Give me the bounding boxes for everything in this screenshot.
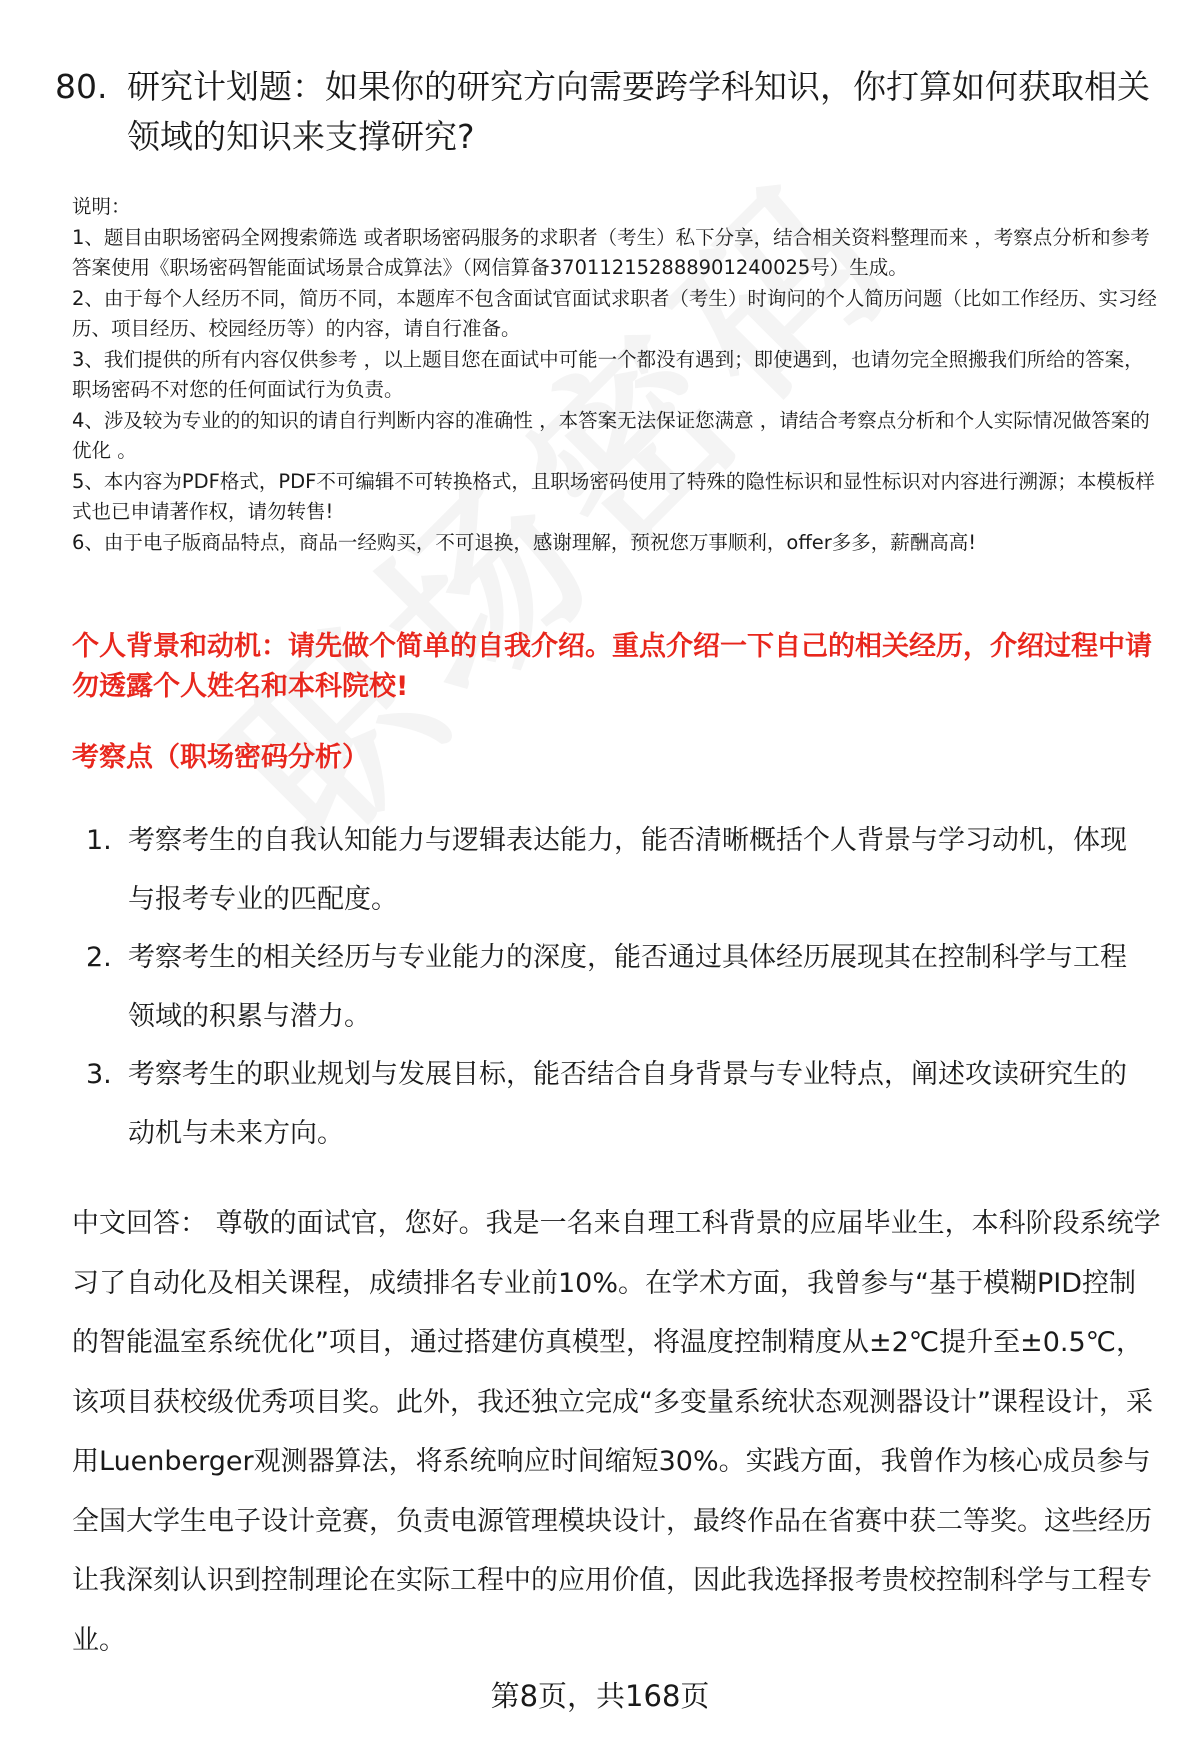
question-title [55, 62, 1155, 162]
list-text: 考察考生的自我认知能力与逻辑表达能力，能否清晰概括个人背景与学习动机，体现与报考专业的匹配度。 [128, 825, 1127, 915]
list-item [72, 812, 1152, 929]
points-heading: 考察点（职场密码分析） [72, 742, 369, 773]
note-item: 3、我们提供的所有内容仅供参考 ，以上题目您在面试中可能一个都没有遇到；即使遇到，也请勿完全照搬我们所给的答案，职场密码不对您的任何面试行为负责。 [72, 347, 1144, 401]
answer-paragraph [72, 1194, 1162, 1670]
question-text: 研究计划题：如果你的研究方向需要跨学科知识，你打算如何获取相关领域的知识来支撑研究? [127, 67, 1150, 156]
list-number: 3. [86, 1059, 112, 1090]
note-item: 4、涉及较为专业的的知识的请自行判断内容的准确性 ，本答案无法保证您满意 ，请结合考察点分析和个人实际情况做答案的优化 。 [72, 408, 1150, 462]
list-item [72, 929, 1152, 1046]
answer-text: 尊敬的面试官，您好。我是一名来自理工科背景的应届毕业生，本科阶段系统学习了自动化及相关课程，成绩排名专业前10%。在学术方面，我曾参与“基于模糊PID控制的智能温室系统优化”项目，通过搭建仿真模型，将温度控制精度从±2℃提升至±0.5℃，该项目获校级优秀项目奖。此外，我还独立完成“多变量系统状态观测器设计”课程设计，采用Luenberger观测器算法，将系统响应时间缩短30%。实践方面，我曾作为核心成员参与全国大学生电子设计竞赛，负责电源管理模块设计，最终作品在省赛中获二等奖。这些经历让我深刻认识到控制理论在实际工程中的应用价值，因此我选择报考贵校控制科学与工程专业。 [72, 1208, 1161, 1656]
notes-section [72, 192, 1162, 558]
list-number: 2. [86, 942, 112, 973]
note-item: 1、题目由职场密码全网搜索筛选 或者职场密码服务的求职者（考生）私下分享，结合相关资料整理而来 ，考察点分析和参考答案使用《职场密码智能面试场景合成算法》（网信算备370112152888901240025号）生成。 [72, 225, 1150, 279]
list-item [72, 1046, 1152, 1163]
list-number: 1. [86, 825, 112, 856]
question-number: 80. [55, 67, 108, 106]
motive-heading: 个人背景和动机：请先做个简单的自我介绍。重点介绍一下自己的相关经历，介绍过程中请勿透露个人姓名和本科院校! [72, 631, 1152, 702]
page-footer: 第8页，共168页 [490, 1679, 710, 1713]
list-text: 考察考生的相关经历与专业能力的深度，能否通过具体经历展现其在控制科学与工程领域的积累与潜力。 [128, 942, 1127, 1032]
points-list [72, 812, 1152, 1163]
answer-label: 中文回答： [72, 1208, 207, 1239]
list-text: 考察考生的职业规划与发展目标，能否结合自身背景与专业特点，阐述攻读研究生的动机与未来方向。 [128, 1059, 1127, 1149]
note-item: 5、本内容为PDF格式，PDF不可编辑不可转换格式，且职场密码使用了特殊的隐性标识和显性标识对内容进行溯源；本模板样式也已申请著作权，请勿转售! [72, 469, 1155, 523]
note-item: 6、由于电子版商品特点，商品一经购买，不可退换，感谢理解，预祝您万事顺利，offer多多，薪酬高高! [72, 530, 977, 554]
notes-title: 说明： [72, 195, 131, 218]
note-item: 2、由于每个人经历不同，简历不同，本题库不包含面试官面试求职者（考生）时询问的个人简历问题（比如工作经历、实习经历、项目经历、校园经历等）的内容，请自行准备。 [72, 286, 1157, 340]
